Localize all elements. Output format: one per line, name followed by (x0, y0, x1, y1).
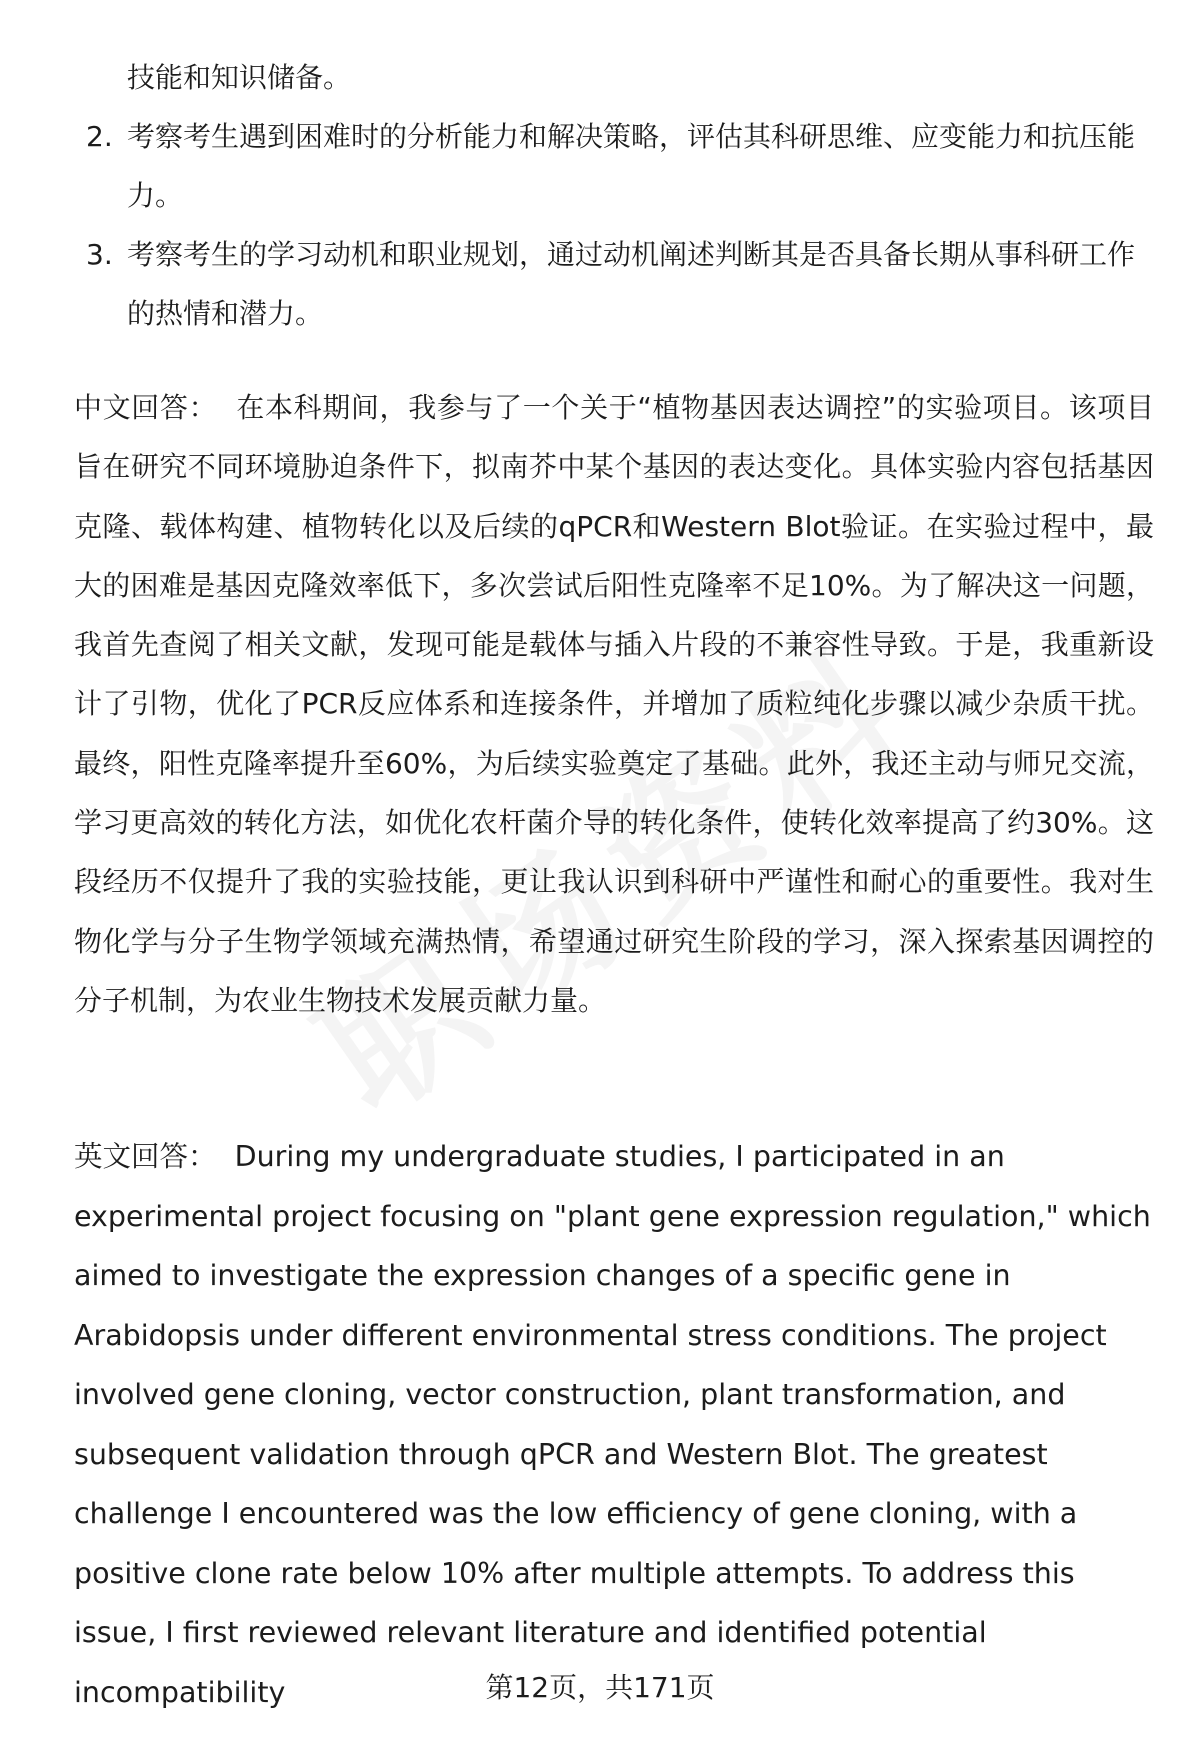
list-item (74, 48, 1149, 107)
chinese-answer-paragraph (74, 378, 1154, 1030)
list-item-text: 考察考生的学习动机和职业规划，通过动机阐述判断其是否具备长期从事科研工作的热情和潜力。 (127, 238, 1136, 330)
english-answer-paragraph (74, 1127, 1154, 1722)
english-answer-text: During my undergraduate studies, I participated in an experimental project focusing on "plant gene expression regulation," which aimed to investigate the expression changes of a specific gene in Arabidopsis under different environmental stress conditions. The project involved gene cloning, vector construction, plant transformation, and subsequent validation through qPCR and Western Blot. The greatest challenge I encountered was the low efficiency of gene cloning, with a positive clone rate below 10% after multiple attempts. To address this issue, I first reviewed relevant literature and identified potential incompatibility (74, 1140, 1151, 1709)
chinese-answer-text: 在本科期间，我参与了一个关于“植物基因表达调控”的实验项目。该项目旨在研究不同环境胁迫条件下，拟南芥中某个基因的表达变化。具体实验内容包括基因克隆、载体构建、植物转化以及后续的qPCR和Western Blot验证。在实验过程中，最大的困难是基因克隆效率低下，多次尝试后阳性克隆率不足10%。为了解决这一问题，我首先查阅了相关文献，发现可能是载体与插入片段的不兼容性导致。于是，我重新设计了引物，优化了PCR反应体系和连接条件，并增加了质粒纯化步骤以减少杂质干扰。最终，阳性克隆率提升至60%，为后续实验奠定了基础。此外，我还主动与师兄交流，学习更高效的转化方法，如优化农杆菌介导的转化条件，使转化效率提高了约30%。这段经历不仅提升了我的实验技能，更让我认识到科研中严谨性和耐心的重要性。我对生物化学与分子生物学领域充满热情，希望通过研究生阶段的学习，深入探索基因调控的分子机制，为农业生物技术发展贡献力量。 (74, 391, 1154, 1017)
chinese-answer-label: 中文回答： (74, 391, 218, 424)
list-item-number: 2. (86, 120, 113, 153)
list-item-number: 3. (86, 238, 113, 271)
list-item-text: 技能和知识储备。 (127, 61, 352, 94)
page-number-footer: 第12页，共171页 (485, 1671, 715, 1704)
english-answer-label: 英文回答： (74, 1140, 217, 1173)
list-item-text: 考察考生遇到困难时的分析能力和解决策略，评估其科研思维、应变能力和抗压能力。 (127, 120, 1136, 212)
numbered-list (74, 48, 1149, 343)
list-item (74, 107, 1149, 225)
list-item (74, 225, 1149, 343)
